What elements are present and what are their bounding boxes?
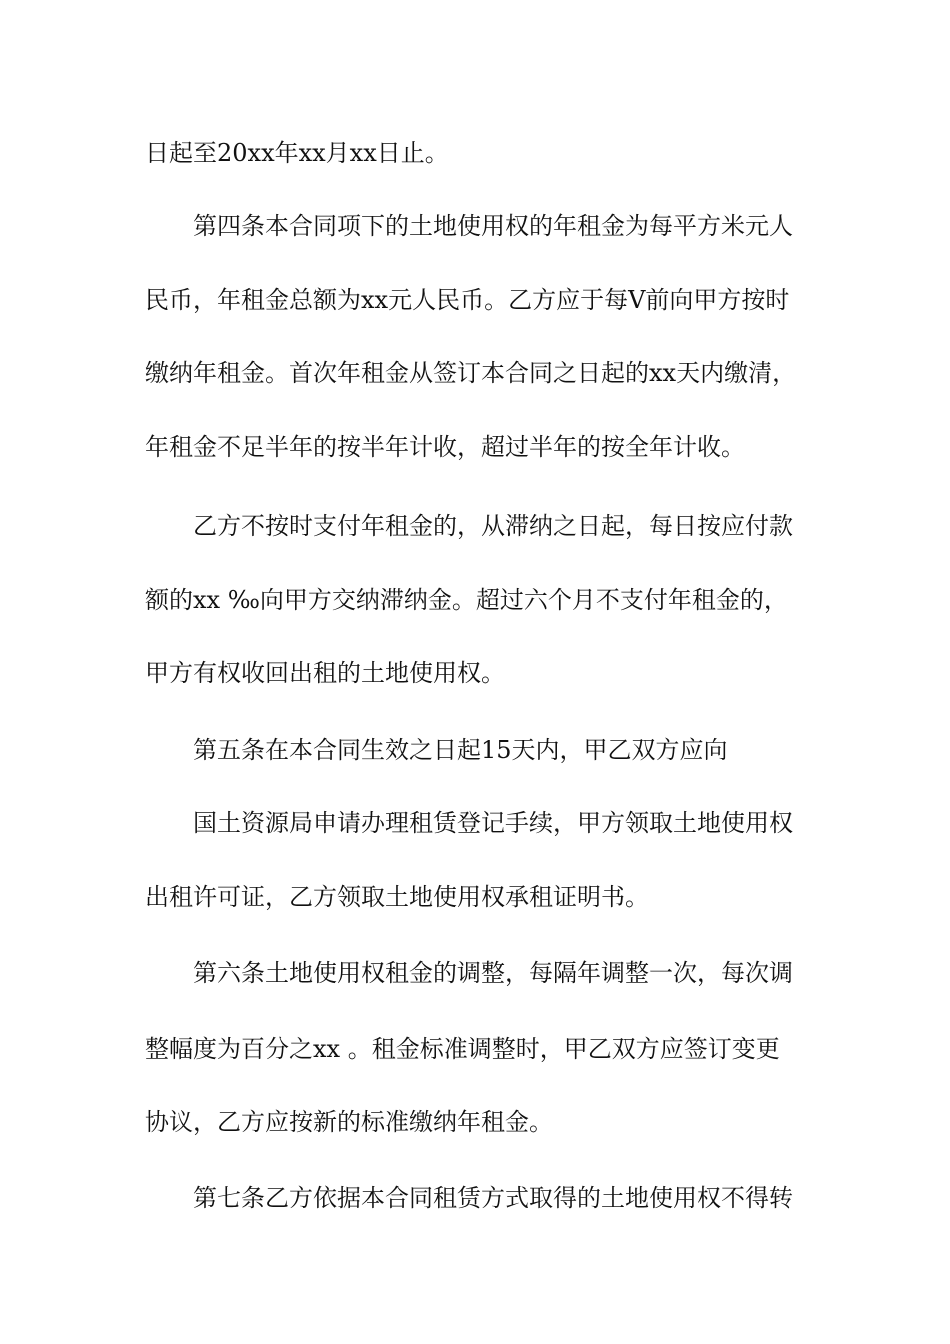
text-line: 第六条土地使用权租金的调整，每隔年调整一次，每次调 [193, 959, 793, 987]
text-line: 民币，年租金总额为xx元人民币。乙方应于每V前向甲方按时 [145, 286, 790, 314]
text-line: 缴纳年租金。首次年租金从签订本合同之日起的xx天内缴清， [145, 359, 797, 387]
text-line: 乙方不按时支付年租金的，从滞纳之日起，每日按应付款 [193, 512, 793, 540]
text-line: 第五条在本合同生效之日起15天内，甲乙双方应向 [193, 736, 728, 764]
text-line: 额的xx ‰向甲方交纳滞纳金。超过六个月不支付年租金的， [145, 586, 788, 614]
text-line: 第七条乙方依据本合同租赁方式取得的土地使用权不得转 [193, 1184, 793, 1212]
text-line: 年租金不足半年的按半年计收，超过半年的按全年计收。 [145, 433, 745, 461]
text-line: 协议，乙方应按新的标准缴纳年租金。 [145, 1108, 553, 1136]
text-line: 出租许可证，乙方领取土地使用权承租证明书。 [145, 883, 649, 911]
text-line: 日起至20xx年xx月xx日止。 [145, 139, 449, 167]
text-line: 第四条本合同项下的土地使用权的年租金为每平方米元人 [193, 212, 793, 240]
text-line: 国土资源局申请办理租赁登记手续，甲方领取土地使用权 [193, 809, 793, 837]
text-line: 整幅度为百分之xx 。租金标准调整时，甲乙双方应签订变更 [145, 1035, 780, 1063]
text-line: 甲方有权收回出租的土地使用权。 [145, 659, 505, 687]
